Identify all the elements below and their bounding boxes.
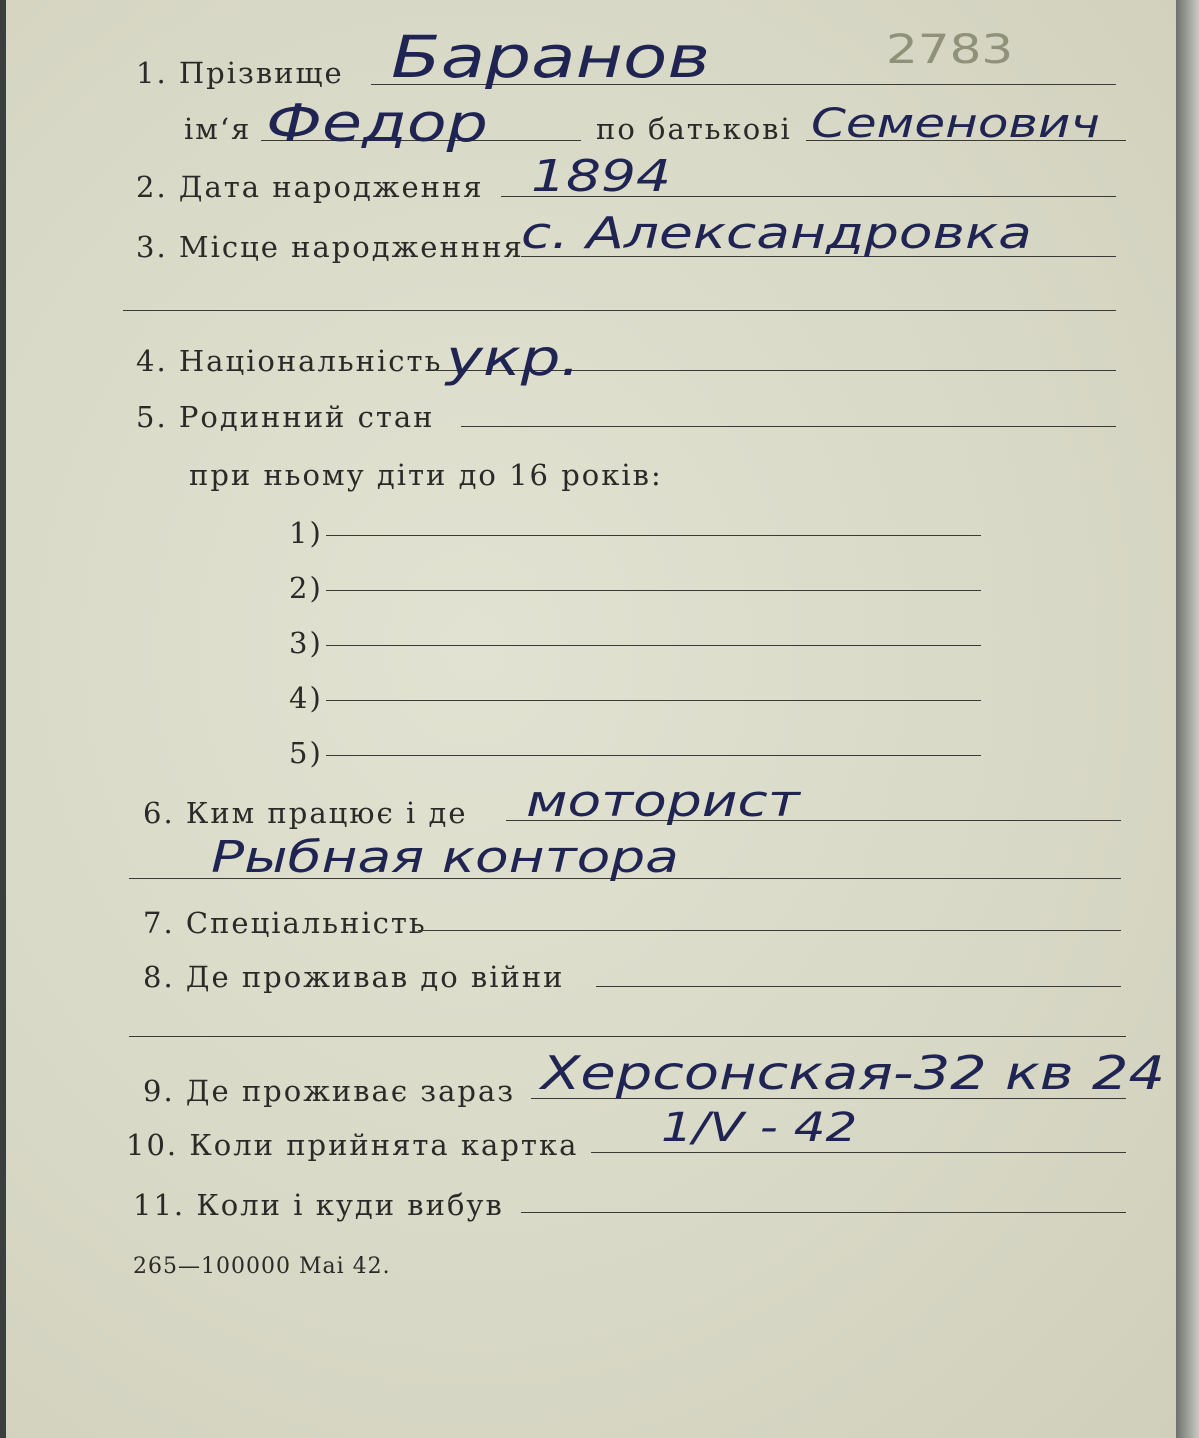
child-5-label: 5) xyxy=(289,736,323,770)
child-1-label: 1) xyxy=(289,516,323,550)
print-run-footer: 265—100000 Mai 42. xyxy=(133,1254,391,1279)
birth-date-label: 2. Дата народження xyxy=(136,170,484,204)
prewar-residence-label: 8. Де проживав до війни xyxy=(143,960,565,994)
birth-date-handwritten: 1894 xyxy=(531,151,671,202)
card-date-label: 10. Коли прийнята картка xyxy=(126,1128,579,1162)
child-4-line xyxy=(326,700,981,701)
card-date-handwritten: 1/V - 42 xyxy=(661,1105,858,1151)
registration-card xyxy=(6,0,1176,1438)
birth-place-label: 3. Місце народженння xyxy=(136,230,524,264)
occupation-handwritten-2: Рыбная контора xyxy=(211,832,679,883)
scan-edge xyxy=(1176,0,1199,1438)
patronymic-handwritten: Семенович xyxy=(811,101,1100,147)
prewar-residence-line-2 xyxy=(129,1036,1126,1037)
child-2-label: 2) xyxy=(289,571,323,605)
child-3-line xyxy=(326,645,981,646)
prewar-residence-line xyxy=(596,986,1121,987)
nationality-label: 4. Національність xyxy=(136,344,443,378)
surname-handwritten: Баранов xyxy=(391,23,711,91)
child-1-line xyxy=(326,535,981,536)
child-2-line xyxy=(326,590,981,591)
surname-label: 1. Прізвище xyxy=(136,56,344,90)
departure-line xyxy=(521,1212,1126,1213)
current-residence-handwritten: Херсонская-32 кв 24 xyxy=(541,1046,1166,1100)
nationality-handwritten: укр. xyxy=(446,329,581,387)
birth-place-handwritten: с. Александровка xyxy=(521,208,1032,259)
specialty-label: 7. Спеціальність xyxy=(143,906,427,940)
card-number-handwritten: 2783 xyxy=(886,27,1014,73)
marital-status-label: 5. Родинний стан xyxy=(136,400,435,434)
birth-place-line-2 xyxy=(123,310,1116,311)
name-label: ім‘я xyxy=(184,112,252,146)
child-5-line xyxy=(326,755,981,756)
child-4-label: 4) xyxy=(289,681,323,715)
occupation-label: 6. Ким працює і де xyxy=(143,796,468,830)
children-label: при ньому діти до 16 років: xyxy=(189,458,663,492)
departure-label: 11. Коли і куди вибув xyxy=(133,1188,504,1222)
occupation-handwritten-1: моторист xyxy=(526,776,800,827)
card-date-line xyxy=(591,1152,1126,1153)
marital-status-line xyxy=(461,426,1116,427)
current-residence-label: 9. Де проживає зараз xyxy=(143,1074,516,1108)
patronymic-label: по батькові xyxy=(596,112,792,146)
specialty-line xyxy=(418,930,1121,931)
child-3-label: 3) xyxy=(289,626,323,660)
name-handwritten: Федор xyxy=(266,94,488,154)
